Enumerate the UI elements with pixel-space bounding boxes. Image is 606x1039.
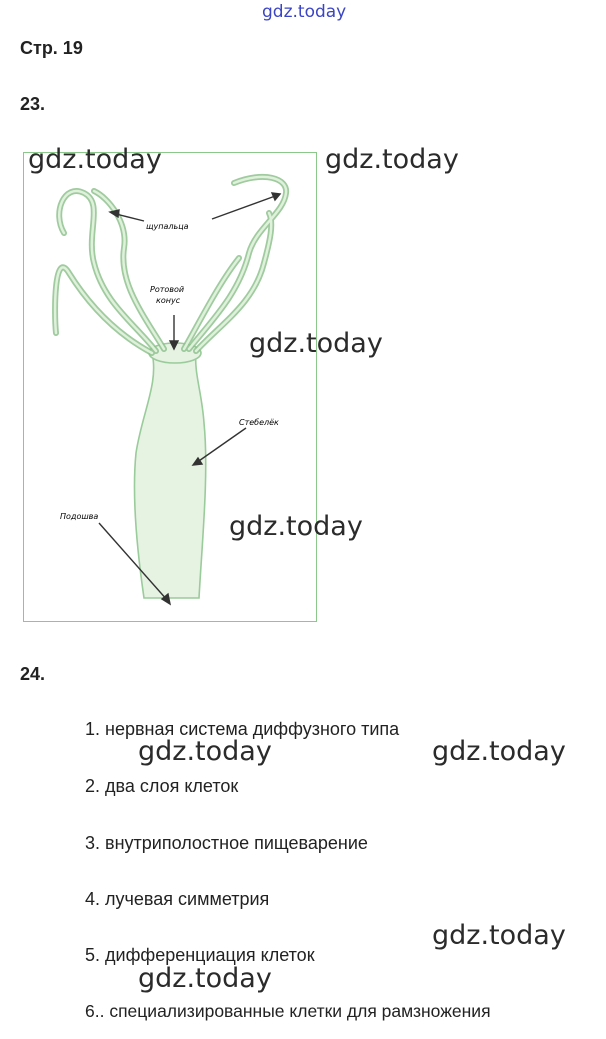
list-item: 2. два слоя клеток xyxy=(85,776,239,796)
label-tentacles: щупальца xyxy=(146,222,189,231)
watermark-text: gdz.today xyxy=(325,144,459,175)
watermark-text: gdz.today xyxy=(249,328,383,359)
watermark-text: gdz.today xyxy=(28,144,162,175)
watermark-text: gdz.today xyxy=(432,920,566,951)
list-item: 3. внутриполостное пищеварение xyxy=(85,833,368,853)
watermark-text: gdz.today xyxy=(432,736,566,767)
watermark-text: gdz.today xyxy=(229,511,363,542)
list-item: 1. нервная система диффузного типа xyxy=(85,719,400,739)
task-23-number: 23. xyxy=(20,94,46,114)
label-mouth-cone-2: конус xyxy=(156,296,181,305)
task-24-number: 24. xyxy=(20,664,46,684)
watermark-text: gdz.today xyxy=(138,736,272,767)
hydra-figure xyxy=(23,152,317,622)
top-watermark: gdz.today xyxy=(262,2,347,22)
label-mouth-cone-1: Ротовой xyxy=(150,285,185,294)
list-item: 5. дифференциация клеток xyxy=(85,945,315,965)
label-stalk: Стебелёк xyxy=(239,418,279,427)
list-item: 6.. специализированные клетки для рамзножения xyxy=(85,1001,491,1021)
watermark-text: gdz.today xyxy=(138,963,272,994)
list-item: 4. лучевая симметрия xyxy=(85,889,270,909)
label-sole: Подошва xyxy=(60,512,99,521)
hydra-illustration xyxy=(24,153,316,621)
page-label: Стр. 19 xyxy=(20,38,83,58)
